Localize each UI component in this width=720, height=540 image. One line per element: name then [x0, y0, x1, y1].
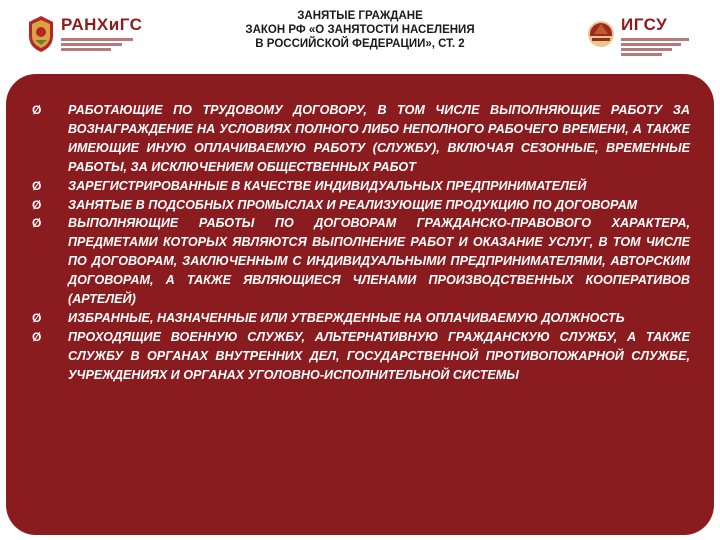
list-item: [32, 214, 690, 309]
list-item-text: ЗАНЯТЫЕ В ПОДСОБНЫХ ПРОМЫСЛАХ И РЕАЛИЗУЮЩИЕ ПРОДУКЦИЮ ПО ДОГОВОРАМ: [68, 197, 638, 212]
list-item-text: РАБОТАЮЩИЕ ПО ТРУДОВОМУ ДОГОВОРУ, В ТОМ ЧИСЛЕ ВЫПОЛНЯЮЩИЕ РАБОТУ ЗА ВОЗНАГРАЖДЕНИЕ НА УСЛОВИЯХ ПОЛНОГО ЛИБО НЕПОЛНОГО РАБОЧЕГО ВРЕМЕНИ, А ТАКЖЕ ИМЕЮЩИЕ ИНУЮ ОПЛАЧИВАЕМУЮ РАБОТУ (СЛУЖБУ), ВКЛЮЧАЯ СЕЗОННЫЕ, ВРЕМЕННЫЕ РАБОТЫ, ЗА ИСКЛЮЧЕНИЕМ ОБЩЕСТВЕННЫХ РАБОТ: [68, 103, 690, 174]
page-title: [200, 9, 520, 51]
title-line-3: В РОССИЙСКОЙ ФЕДЕРАЦИИ», СТ. 2: [255, 38, 465, 50]
arrow-bullet-icon: Ø: [32, 310, 42, 325]
igsu-logo: [586, 14, 689, 56]
list-item: [32, 328, 690, 385]
list-item-text: ИЗБРАННЫЕ, НАЗНАЧЕННЫЕ ИЛИ УТВЕРЖДЕННЫЕ НА ОПЛАЧИВАЕМУЮ ДОЛЖНОСТЬ: [68, 310, 625, 325]
arrow-bullet-icon: Ø: [32, 197, 42, 212]
ranepa-emblem-icon: [26, 14, 56, 54]
bullet-list: [32, 101, 690, 385]
ranepa-logo-name: РАНХиГС: [61, 15, 143, 34]
title-line-2: ЗАКОН РФ «О ЗАНЯТОСТИ НАСЕЛЕНИЯ: [245, 24, 475, 36]
igsu-logo-name: ИГСУ: [621, 15, 668, 34]
list-item: [32, 177, 690, 196]
arrow-bullet-icon: Ø: [32, 216, 42, 231]
ranepa-logo: [26, 14, 142, 54]
arrow-bullet-icon: Ø: [32, 178, 42, 193]
content-panel: [6, 74, 714, 535]
list-item: [32, 101, 690, 177]
title-line-1: ЗАНЯТЫЕ ГРАЖДАНЕ: [297, 10, 423, 22]
igsu-emblem-icon: [586, 14, 616, 54]
igsu-logo-subtitle: [621, 38, 689, 56]
arrow-bullet-icon: Ø: [32, 103, 42, 117]
list-item-text: ВЫПОЛНЯЮЩИЕ РАБОТЫ ПО ДОГОВОРАМ ГРАЖДАНСКО-ПРАВОВОГО ХАРАКТЕРА, ПРЕДМЕТАМИ КОТОРЫХ ЯВЛЯЮТСЯ ВЫПОЛНЕНИЕ РАБОТ И ОКАЗАНИЕ УСЛУГ, В ТОМ ЧИСЛЕ ПО ДОГОВОРАМ, ЗАКЛЮЧЕННЫМ С ИНДИВИДУАЛЬНЫМИ ПРЕДПРИНИМАТЕЛЯМИ, АВТОРСКИМ ДОГОВОРАМ, А ТАКЖЕ ЯВЛЯЮЩИЕСЯ ЧЛЕНАМИ ПРОИЗВОДСТВЕННЫХ КООПЕРАТИВОВ (АРТЕЛЕЙ): [68, 216, 690, 307]
ranepa-logo-subtitle: [61, 38, 133, 51]
arrow-bullet-icon: Ø: [32, 329, 42, 344]
list-item-text: ЗАРЕГИСТРИРОВАННЫЕ В КАЧЕСТВЕ ИНДИВИДУАЛЬНЫХ ПРЕДПРИНИМАТЕЛЕЙ: [68, 178, 587, 193]
list-item: [32, 196, 690, 215]
list-item-text: ПРОХОДЯЩИЕ ВОЕННУЮ СЛУЖБУ, АЛЬТЕРНАТИВНУЮ ГРАЖДАНСКУЮ СЛУЖБУ, А ТАКЖЕ СЛУЖБУ В ОРГАНАХ ВНУТРЕННИХ ДЕЛ, ГОСУДАРСТВЕННОЙ ПРОТИВОПОЖАРНОЙ СЛУЖБЕ, УЧРЕЖДЕНИЯХ И ОРГАНАХ УГОЛОВНО-ИСПОЛНИТЕЛЬНОЙ СИСТЕМЫ: [68, 329, 690, 382]
list-item: [32, 309, 690, 328]
